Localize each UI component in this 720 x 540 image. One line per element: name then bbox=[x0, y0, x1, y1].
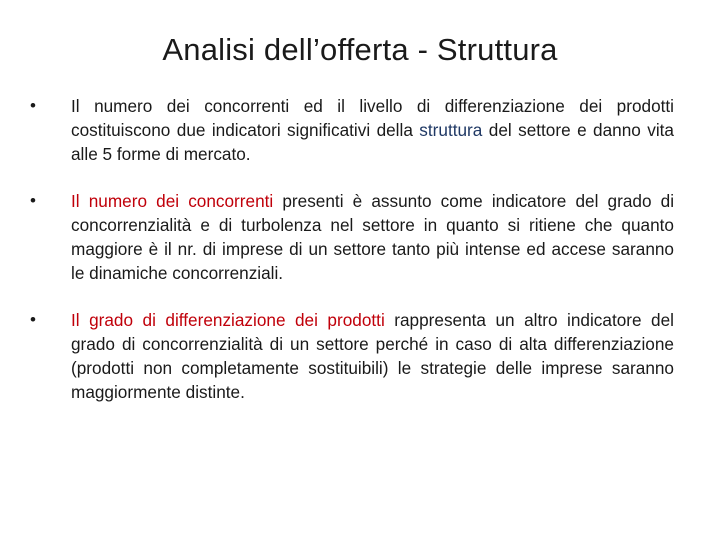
bullet-marker: • bbox=[30, 96, 36, 115]
text-segment: rappresenta un altro indicatore del grado di concorrenzialità di un settore perché in caso di alta differenziazione (prodotti non completamente sostituibili) le strategie delle imprese saranno maggiormente distinte. bbox=[71, 310, 674, 402]
bullet-item bbox=[30, 94, 674, 166]
bullet-marker: • bbox=[30, 310, 36, 329]
text-segment: Il numero dei concorrenti ed il livello di differenziazione dei prodotti costituiscono due indicatori significativi della bbox=[71, 96, 674, 140]
bullet-text bbox=[71, 191, 674, 283]
bullet-item bbox=[30, 308, 674, 404]
slide-title: Analisi dell’offerta - Struttura bbox=[162, 32, 558, 67]
text-segment: presenti è assunto come indicatore del grado di concorrenzialità e di turbolenza nel settore in quanto si ritiene che quanto maggiore è il nr. di imprese di un settore tanto più intense ed accese saranno le dinamiche concorrenziali. bbox=[71, 191, 675, 283]
bullet-list bbox=[30, 94, 674, 404]
text-segment: del settore e danno vita alle 5 forme di mercato. bbox=[71, 120, 674, 164]
highlight-grado-differenziazione: Il grado di differenziazione dei prodotti bbox=[71, 310, 385, 330]
bullet-text bbox=[71, 96, 674, 164]
highlight-struttura: struttura bbox=[419, 120, 483, 140]
bullet-text bbox=[71, 310, 674, 402]
bullet-marker: • bbox=[30, 191, 36, 210]
highlight-numero-concorrenti: Il numero dei concorrenti bbox=[71, 191, 274, 211]
bullet-item bbox=[30, 189, 674, 285]
